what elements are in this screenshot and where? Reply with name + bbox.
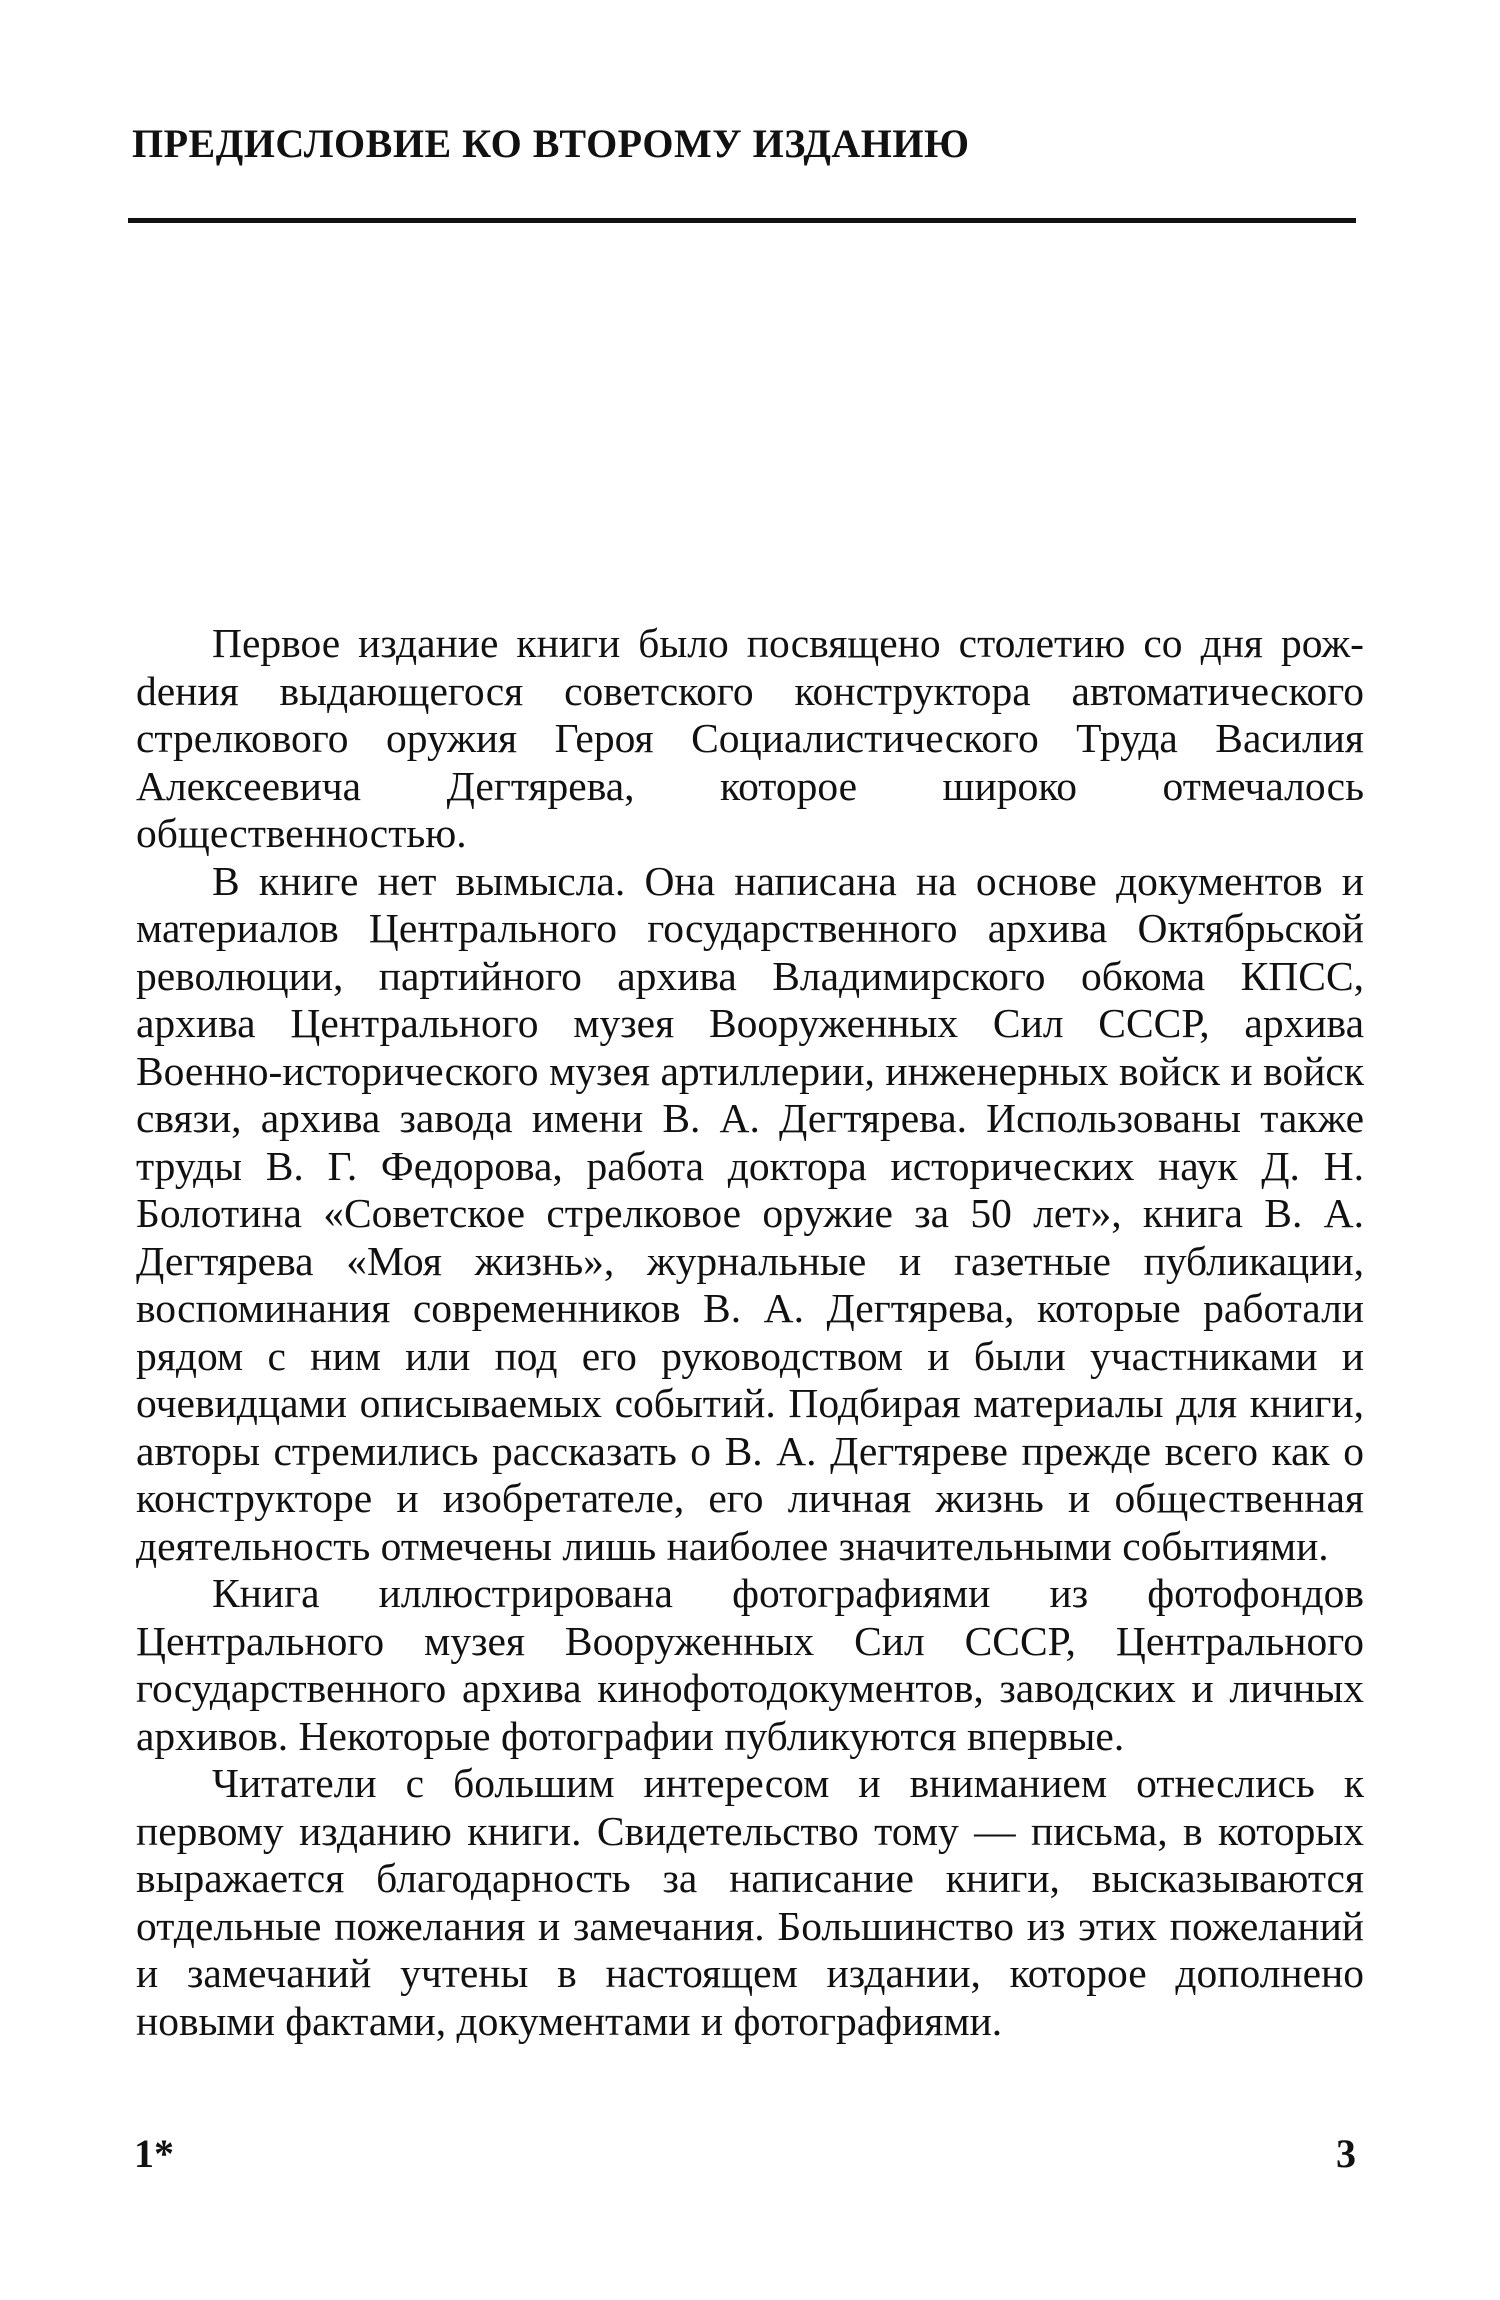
signature-mark: 1* <box>134 2131 174 2176</box>
heading-rule <box>128 218 1356 223</box>
page-number: 3 <box>1336 2131 1356 2176</box>
paragraph-1: Первое издание книги было посвящено столетию со дня рожdения выдающегося советского конструктора автоматического стрелкового оружия Героя Социалистического Труда Василия Алексеевича Дегтярева, которое широко отмечалось общественностью. <box>136 620 1364 856</box>
paragraph-2: В книге нет вымысла. Она написана на основе документов и материалов Центрального государственного архива Октябрьской революции, партийного архива Владимирского обкома КПСС, архива Центрального музея Вооруженных Сил СССР, архива Военно-исторического музея артиллерии, инженерных войск и войск связи, архива завода имени В. А. Дегтярева. Использованы также труды В. Г. Федорова, работа доктора исторических наук Д. Н. Болотина «Советское стрелковое оружие за 50 лет», книга В. А. Дегтярева «Моя жизнь», журнальные и газетные публикации, воспоминания современников В. А. Дегтярева, которые работали рядом с ним или под его руководством и были участниками и очевидцами описываемых событий. Подбирая материалы для книги, авторы стремились рассказать о В. А. Дегтяреве прежде всего как о конструкторе и изобретателе, его личная жизнь и общественная деятельность отмечены лишь наиболее значительными событиями. <box>136 857 1364 1569</box>
preface-body <box>136 620 1364 2045</box>
paragraph-3: Книга иллюстрирована фотографиями из фотофондов Центрального музея Вооруженных Сил СССР, Центрального государственного архива кинофотодокументов, заводских и личных архивов. Некоторые фотографии публикуются впервые. <box>136 1570 1364 1759</box>
page-title: ПРЕДИСЛОВИЕ КО ВТОРОМУ ИЗДАНИЮ <box>132 121 970 166</box>
paragraph-4: Читатели с большим интересом и вниманием отнеслись к первому изданию книги. Свидетельство тому — письма, в которых выражается благодарность за написание книги, высказываются отдельные пожелания и замечания. Большинство из этих пожеланий и замечаний учтены в настоящем издании, которое дополнено новыми фактами, документами и фотографиями. <box>136 1760 1364 2044</box>
